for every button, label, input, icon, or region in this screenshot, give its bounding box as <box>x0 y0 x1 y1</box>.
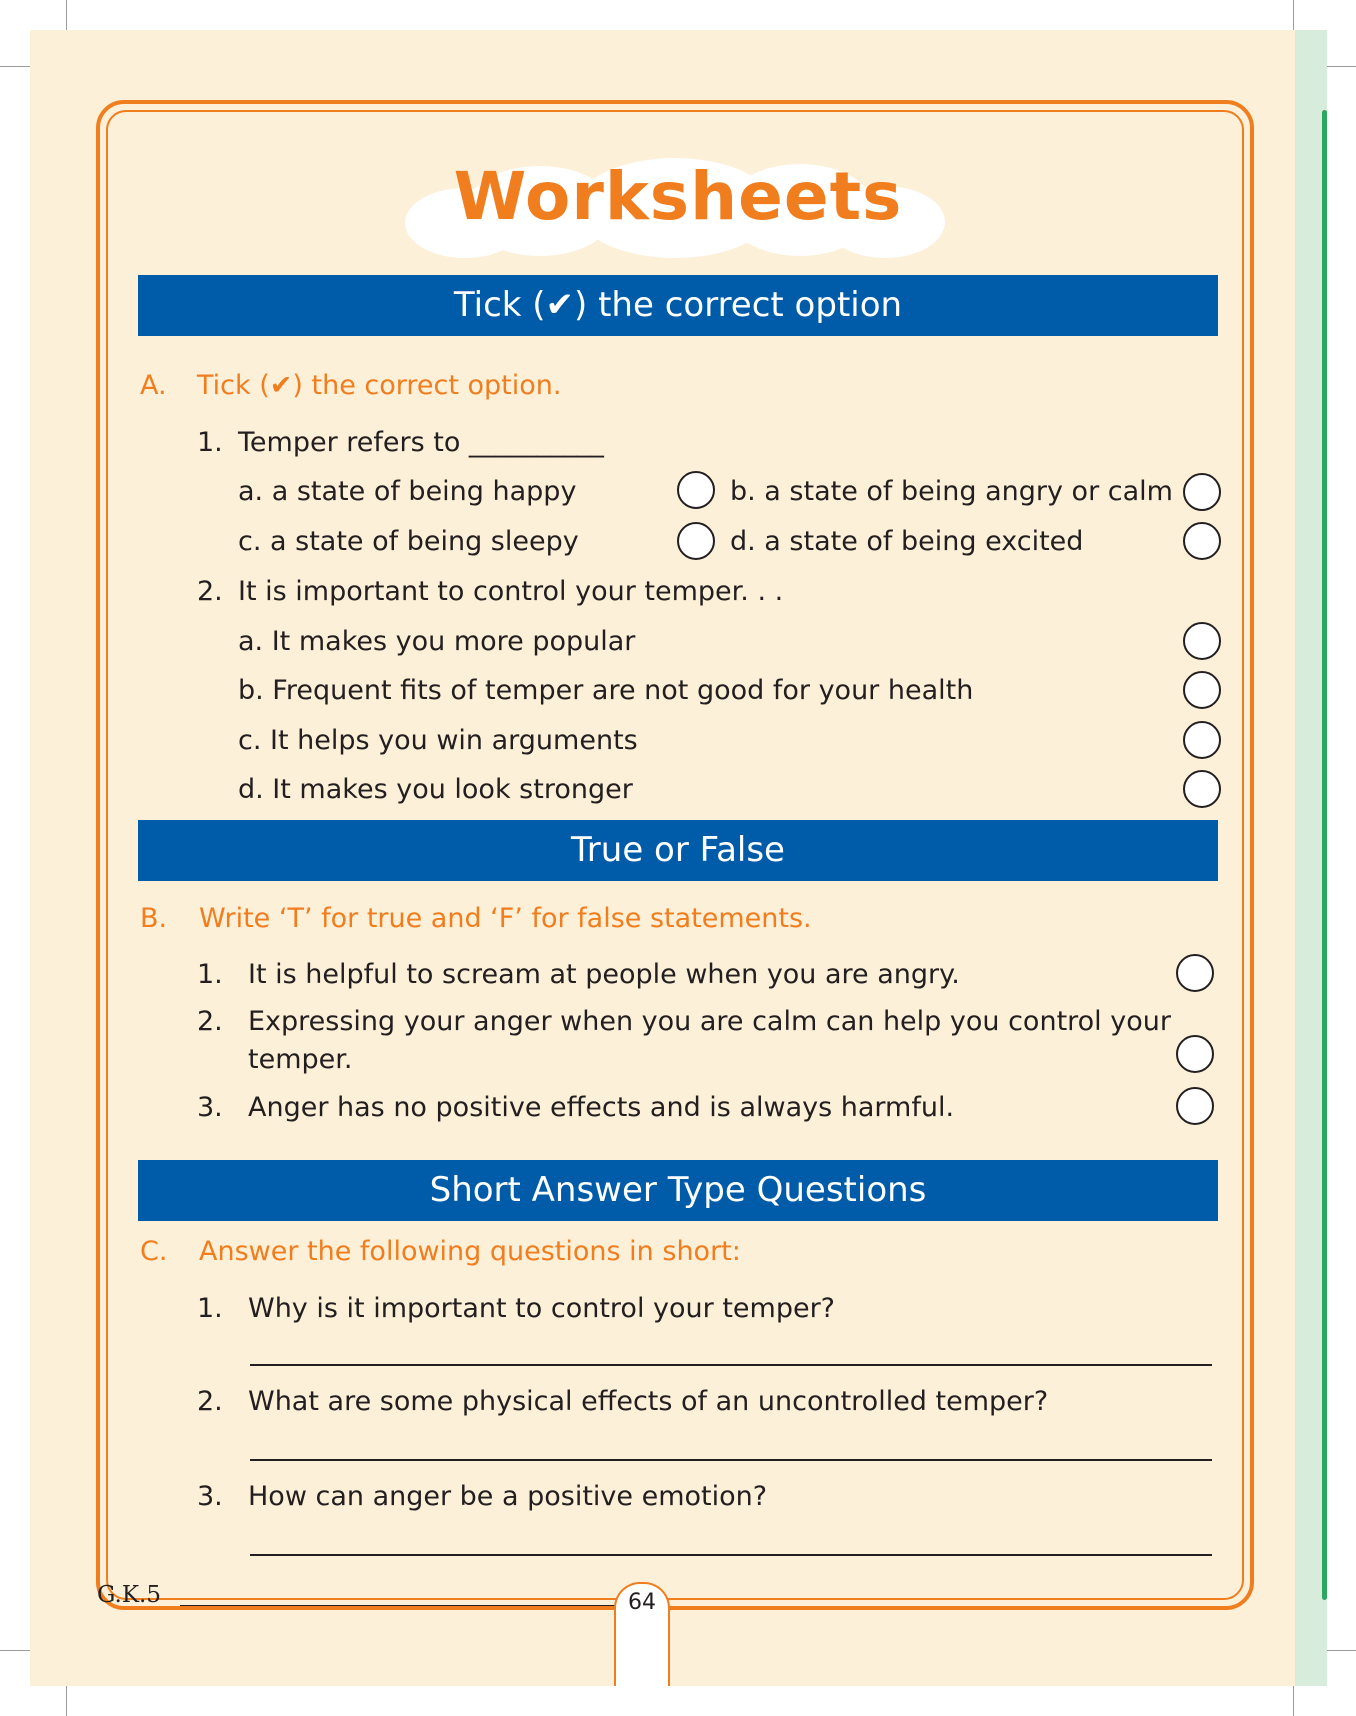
section-a-letter: A. <box>140 370 167 401</box>
page-title: Worksheets <box>453 158 903 235</box>
option-radio[interactable] <box>677 522 715 560</box>
option-label: a. It makes you more popular <box>238 626 636 657</box>
statement-text-continued: temper. <box>248 1044 353 1075</box>
question-text: How can anger be a positive emotion? <box>248 1481 768 1512</box>
section-c-instruction: Answer the following questions in short: <box>199 1236 741 1267</box>
footer-rule <box>180 1605 620 1606</box>
side-strip-accent <box>1322 110 1327 1600</box>
answer-line[interactable] <box>250 1364 1212 1366</box>
statement-text: Expressing your anger when you are calm can help you control your <box>248 1006 1171 1037</box>
crop-mark <box>1293 0 1294 30</box>
statement-number: 1. <box>197 959 223 990</box>
option-radio[interactable] <box>1183 770 1221 808</box>
option-label: a. a state of being happy <box>238 476 577 507</box>
answer-line[interactable] <box>250 1459 1212 1461</box>
true-false-circle[interactable] <box>1176 954 1214 992</box>
question-number: 1. <box>197 1293 223 1324</box>
statement-number: 3. <box>197 1092 223 1123</box>
section-b-letter: B. <box>140 903 168 934</box>
option-radio[interactable] <box>677 471 715 509</box>
crop-mark <box>0 1650 30 1651</box>
true-false-circle[interactable] <box>1176 1035 1214 1073</box>
question-number: 1. <box>197 427 223 458</box>
section-c-letter: C. <box>140 1236 168 1267</box>
section-a-instruction: Tick (✔) the correct option. <box>197 370 562 401</box>
section-c-header: Short Answer Type Questions <box>138 1160 1218 1221</box>
option-label: c. a state of being sleepy <box>238 526 579 557</box>
question-text: Why is it important to control your temper? <box>248 1293 835 1324</box>
true-false-circle[interactable] <box>1176 1087 1214 1125</box>
crop-mark <box>0 66 30 67</box>
section-b-header: True or False <box>138 820 1218 881</box>
crop-mark <box>1326 1650 1356 1651</box>
option-radio[interactable] <box>1183 622 1221 660</box>
question-number: 2. <box>197 576 223 607</box>
question-text: Temper refers to __________ <box>238 427 604 458</box>
question-text: It is important to control your temper. . . <box>238 576 784 607</box>
crop-mark <box>1293 1686 1294 1716</box>
option-label: b. Frequent fits of temper are not good for your health <box>238 675 974 706</box>
section-a-header: Tick (✔) the correct option <box>138 275 1218 336</box>
book-code: G.K.5 <box>97 1582 161 1608</box>
option-radio[interactable] <box>1183 671 1221 709</box>
statement-text: It is helpful to scream at people when you are angry. <box>248 959 960 990</box>
option-label: d. It makes you look stronger <box>238 774 633 805</box>
crop-mark <box>66 0 67 30</box>
option-radio[interactable] <box>1183 473 1221 511</box>
question-number: 3. <box>197 1481 223 1512</box>
statement-text: Anger has no positive effects and is always harmful. <box>248 1092 955 1123</box>
option-label: b. a state of being angry or calm <box>730 476 1173 507</box>
answer-line[interactable] <box>250 1554 1212 1556</box>
crop-mark <box>1326 66 1356 67</box>
option-radio[interactable] <box>1183 721 1221 759</box>
page-number: 64 <box>628 1590 656 1615</box>
option-label: d. a state of being excited <box>730 526 1084 557</box>
statement-number: 2. <box>197 1006 223 1037</box>
option-label: c. It helps you win arguments <box>238 725 638 756</box>
question-text: What are some physical effects of an uncontrolled temper? <box>248 1386 1049 1417</box>
section-b-instruction: Write ‘T’ for true and ‘F’ for false statements. <box>199 903 812 934</box>
crop-mark <box>66 1686 67 1716</box>
question-number: 2. <box>197 1386 223 1417</box>
option-radio[interactable] <box>1183 522 1221 560</box>
